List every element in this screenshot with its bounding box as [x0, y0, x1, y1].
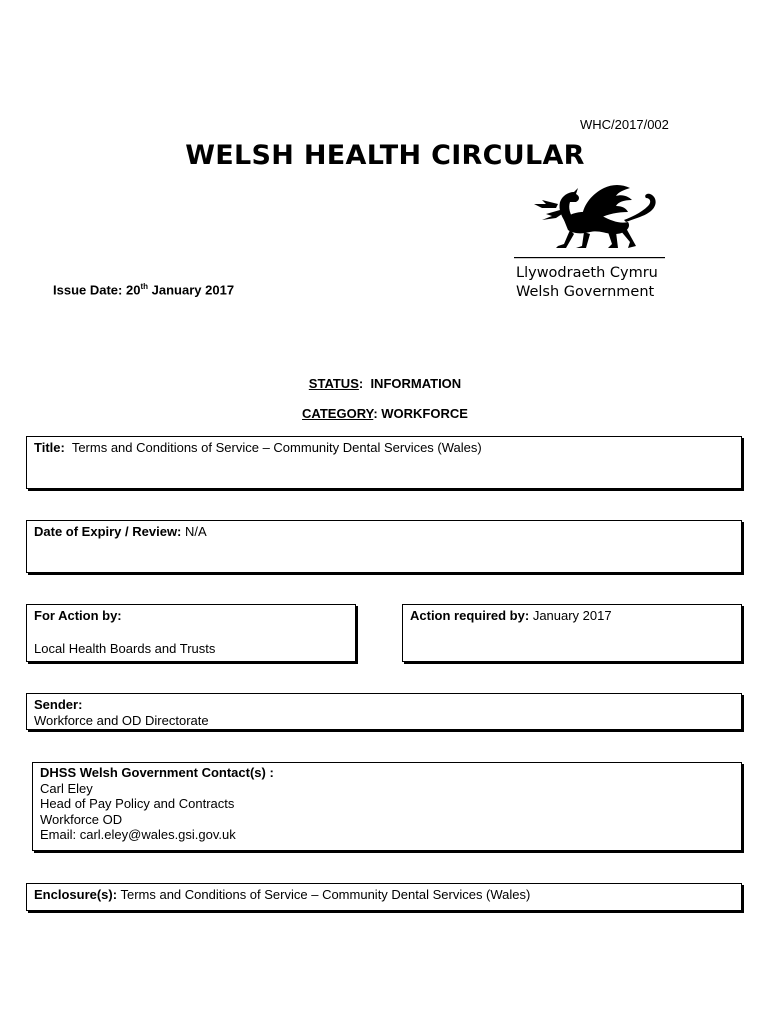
welsh-government-logo [512, 180, 667, 305]
circular-reference: WHC/2017/002 [580, 117, 669, 132]
contact-line: Head of Pay Policy and Contracts [40, 796, 235, 811]
logo-text-english: Welsh Government [516, 284, 655, 300]
contact-line: Workforce OD [40, 811, 123, 827]
action-required-box [402, 604, 742, 662]
contact-label: DHSS Welsh Government Contact(s) : [40, 765, 274, 780]
sender-label: Sender: [34, 697, 83, 712]
status-label: STATUS [308, 376, 359, 391]
category-label: CATEGORY [302, 406, 374, 421]
issue-date-suffix: th [140, 282, 149, 291]
expiry-label: Date of Expiry / Review: [34, 524, 182, 539]
expiry-value: N/A [185, 524, 207, 539]
title-value: Terms and Conditions of Service – Community Dental Services (Wales) [71, 440, 482, 455]
action-required-label: Action required by: [410, 608, 530, 623]
page-title: WELSH HEALTH CIRCULAR [185, 140, 585, 171]
issue-date-rest: January 2017 [151, 282, 235, 298]
title-box [26, 436, 742, 489]
action-required-value: January 2017 [532, 608, 612, 623]
action-by-label: For Action by: [34, 608, 122, 623]
action-by-value: Local Health Boards and Trusts [34, 640, 216, 656]
contact-email: Email: carl.eley@wales.gsi.gov.uk [40, 827, 236, 842]
category-line: CATEGORY: WORKFORCE [302, 406, 468, 421]
sender-value: Workforce and OD Directorate [34, 712, 209, 728]
issue-date-label: Issue Date: [53, 282, 123, 298]
action-by-box [26, 604, 356, 662]
enclosure-value: Terms and Conditions of Service – Community Dental Services (Wales) [120, 887, 531, 902]
contact-box [32, 762, 742, 851]
title-label: Title: [34, 440, 65, 455]
category-value: WORKFORCE [381, 406, 468, 421]
dragon-icon [512, 180, 667, 260]
expiry-box [26, 520, 742, 573]
status-value: INFORMATION [370, 376, 462, 391]
enclosure-box [26, 883, 742, 911]
enclosure-label: Enclosure(s): [34, 887, 118, 902]
status-line: STATUS: INFORMATION [308, 376, 462, 391]
issue-date-day: 20 [126, 282, 141, 298]
logo-text-welsh: Llywodraeth Cymru [516, 265, 658, 281]
contact-line: Carl Eley [40, 780, 93, 796]
sender-box [26, 693, 742, 730]
issue-date [53, 282, 234, 297]
